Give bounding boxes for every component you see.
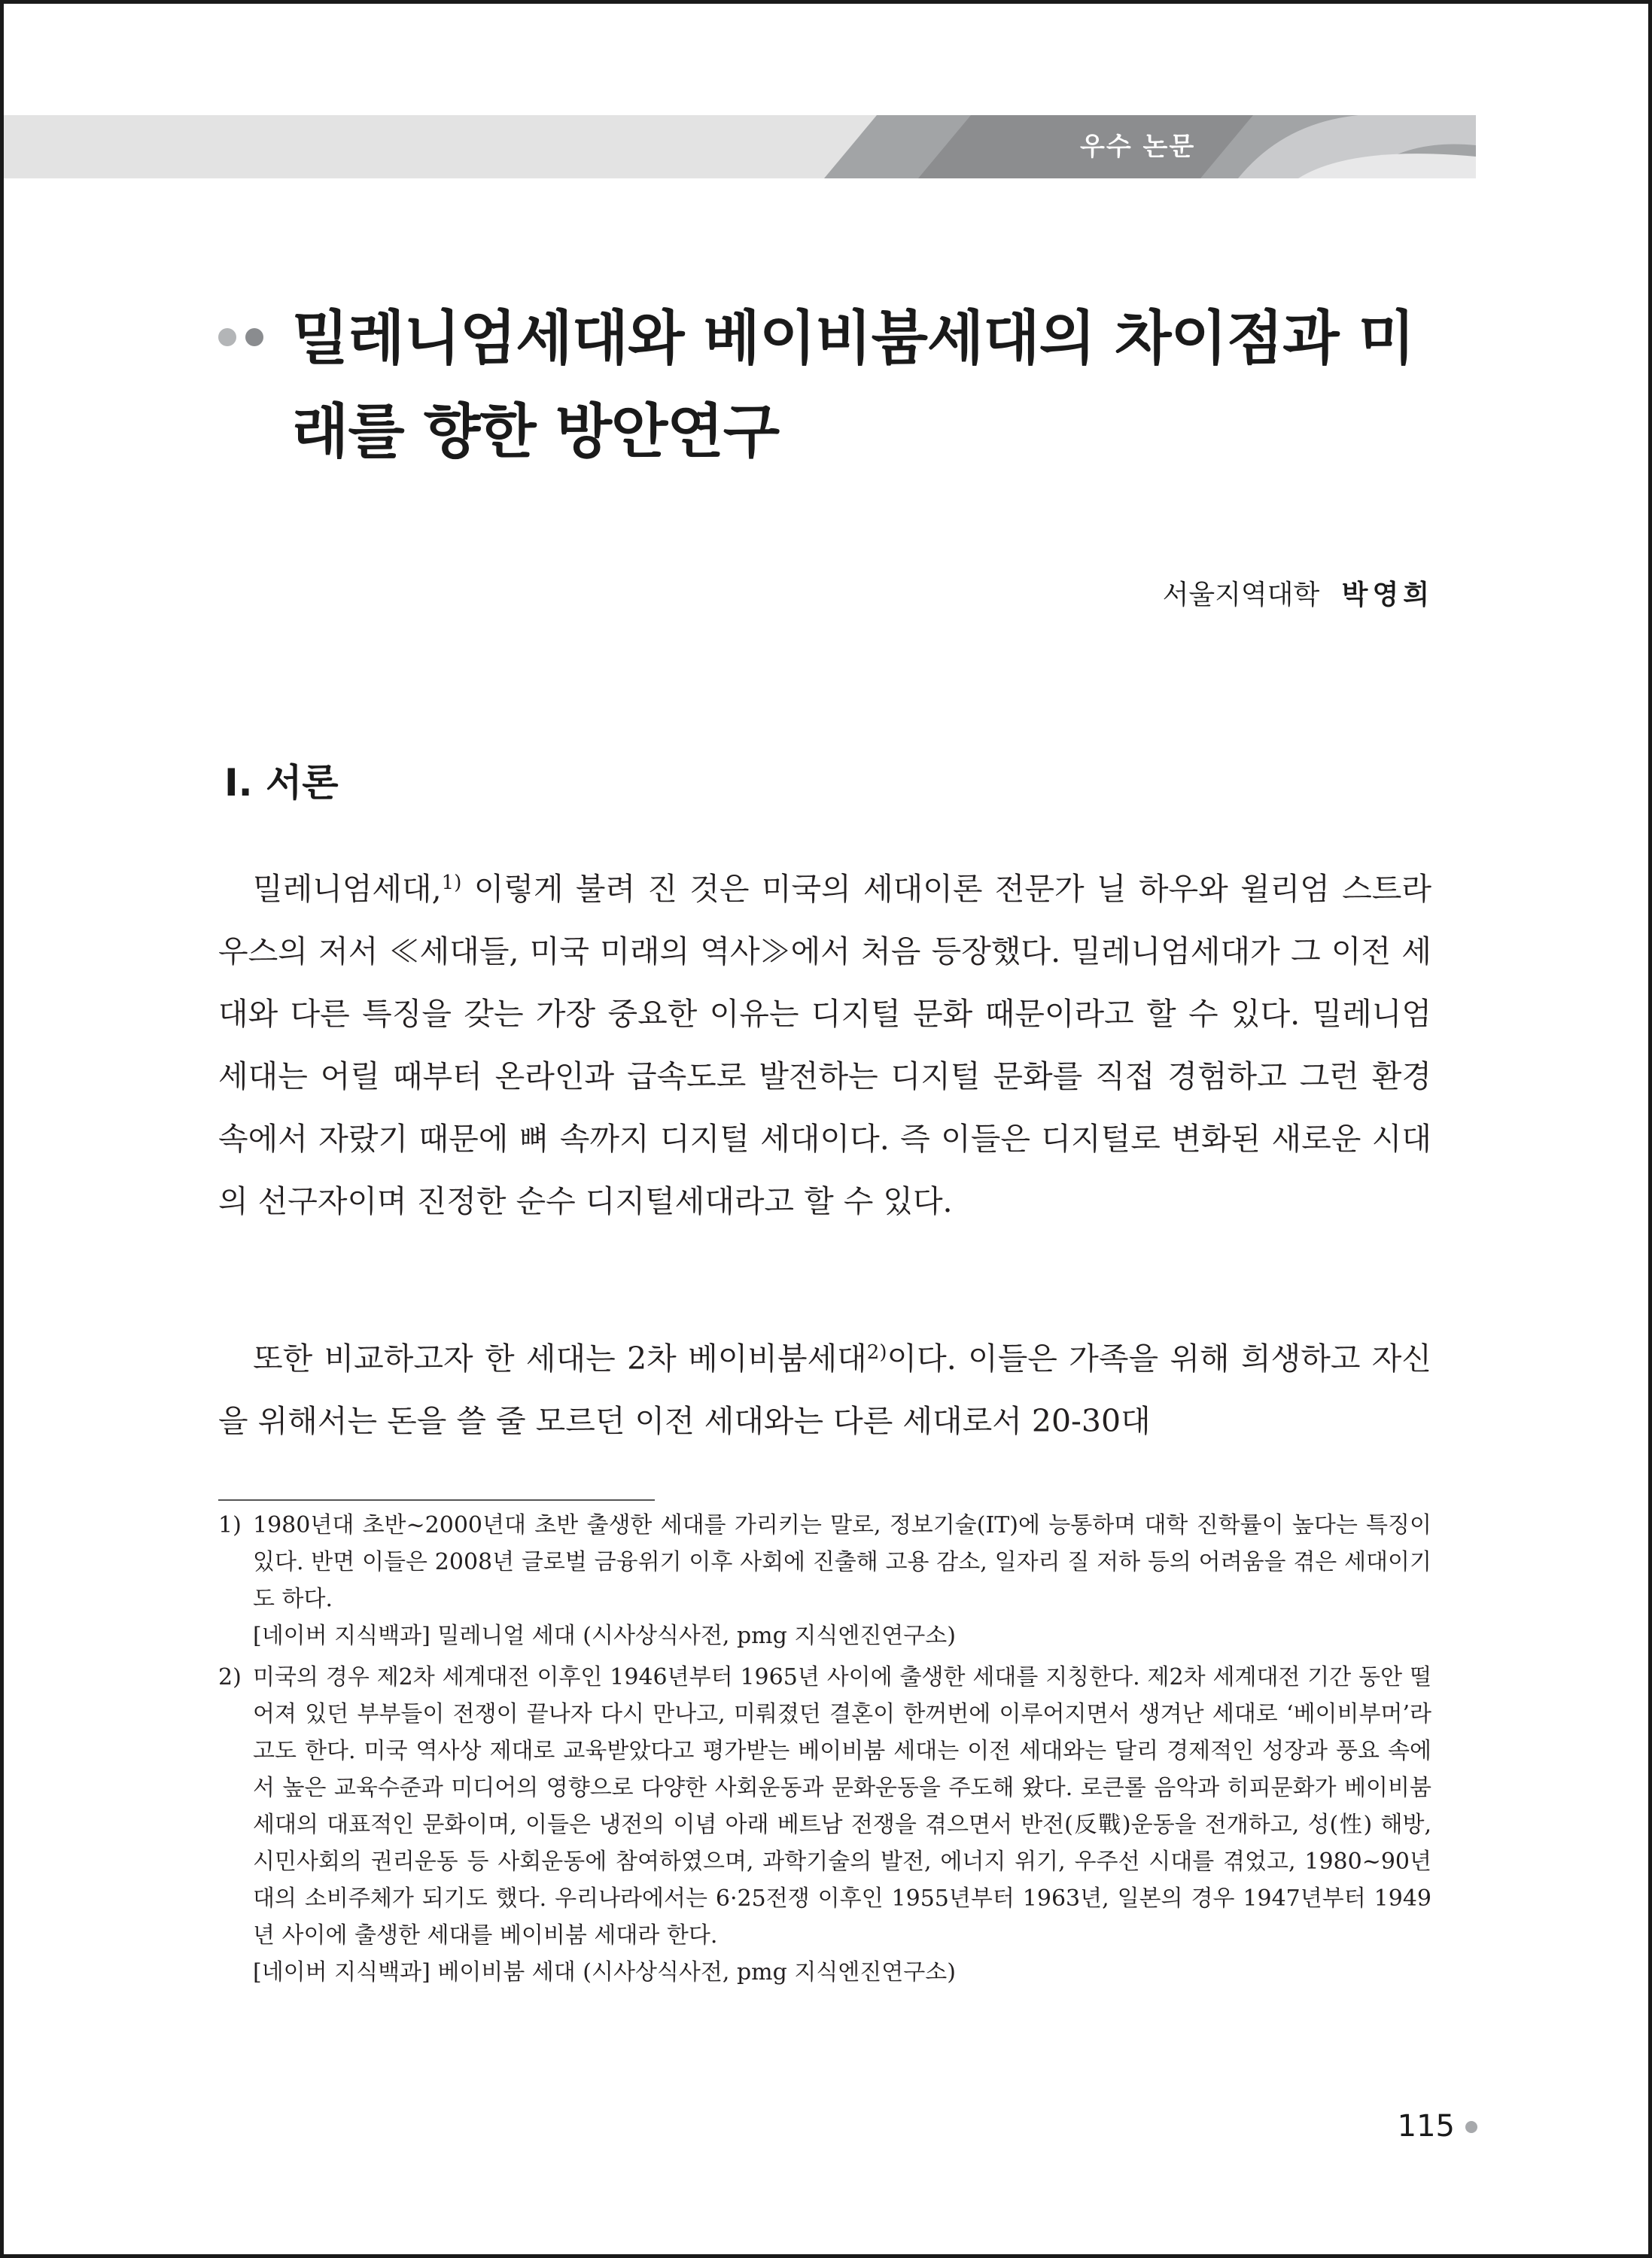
footnote-ref-2[interactable]: 2) — [866, 1341, 887, 1364]
section-heading: Ⅰ. 서론 — [224, 761, 339, 805]
footnote-1-text: 1980년대 초반~2000년대 초반 출생한 세대를 가리키는 말로, 정보기술(IT)에 능통하며 대학 진학률이 높다는 특징이 있다. 반면 이들은 2008년 글로벌 금융위기 이후 사회에 진출해 고용 감소, 일자리 질 저하 등의 어려움을 겪은 세대이기도 하다. — [253, 1512, 1431, 1612]
page-number-dot — [1465, 2121, 1477, 2133]
paragraph-1-rest: 이렇게 불려 진 것은 미국의 세대이론 전문가 닐 하우와 윌리엄 스트라우스의 저서 ≪세대들, 미국 미래의 역사≫에서 처음 등장했다. 밀레니엄세대가 그 이전 세대와 다른 특징을 갖는 가장 중요한 이유는 디지털 문화 때문이라고 할 수 있다. 밀레니엄 세대는 어릴 때부터 온라인과 급속도로 발전하는 디지털 문화를 직접 경험하고 그런 환경 속에서 자랐기 때문에 뼈 속까지 디지털 세대이다. 즉 이들은 디지털로 변화된 새로운 시대의 선구자이며 진정한 순수 디지털세대라고 할 수 있다. — [218, 871, 1431, 1219]
paragraph-2-rest: 이다. 이들은 가족을 위해 희생하고 자신을 위해서는 돈을 쓸 줄 모르던 이전 세대와는 다른 세대로서 20-30대 — [218, 1340, 1432, 1439]
paragraph-1-start: 밀레니엄세대, — [253, 871, 442, 907]
title-bullets — [218, 328, 272, 349]
author-affiliation: 서울지역대학 — [1162, 580, 1320, 610]
footnote-2 — [218, 1659, 1431, 1991]
author-line — [1163, 574, 1434, 612]
footnote-2-number: 2) — [218, 1664, 242, 1690]
paragraph-2-start: 또한 비교하고자 한 세대는 2차 베이비붐세대 — [253, 1340, 867, 1377]
page-number: 115 — [1397, 2109, 1455, 2144]
body-paragraph-2 — [218, 1328, 1431, 1453]
footnote-1-number: 1) — [218, 1512, 242, 1538]
header-label: 우수 논문 — [1080, 132, 1196, 162]
author-name: 박영희 — [1341, 580, 1434, 610]
footnote-divider — [218, 1499, 655, 1501]
title-bullet-dot-2 — [245, 328, 263, 346]
footnotes — [218, 1507, 1431, 1995]
body-paragraph-1 — [218, 858, 1431, 1233]
header-decoration — [4, 115, 1476, 178]
footnote-2-text: 미국의 경우 제2차 세계대전 이후인 1946년부터 1965년 사이에 출생한 세대를 지칭한다. 제2차 세계대전 기간 동안 떨어져 있던 부부들이 전쟁이 끝나자 다시 만나고, 미뤄졌던 결혼이 한꺼번에 이루어지면서 생겨난 세대로 ‘베이비부머’라고도 한다. 미국 역사상 제대로 교육받았다고 평가받는 베이비붐 세대는 이전 세대와는 달리 경제적인 성장과 풍요 속에서 높은 교육수준과 미디어의 영향으로 다양한 사회운동과 문화운동을 주도해 왔다. 로큰롤 음악과 히피문화가 베이비붐 세대의 대표적인 문화이며, 이들은 냉전의 이념 아래 베트남 전쟁을 겪으면서 반전(反戰)운동을 전개하고, 성(性) 해방, 시민사회의 권리운동 등 사회운동에 참여하였으며, 과학기술의 발전, 에너지 위기, 우주선 시대를 겪었고, 1980~90년대의 소비주체가 되기도 했다. 우리나라에서는 6·25전쟁 이후인 1955년부터 1963년, 일본의 경우 1947년부터 1949년 사이에 출생한 세대를 베이비붐 세대라 한다. — [253, 1664, 1431, 1949]
footnote-1-source: [네이버 지식백과] 밀레니얼 세대 (시사상식사전, pmg 지식엔진연구소) — [253, 1623, 956, 1649]
footnote-ref-1[interactable]: 1) — [441, 872, 462, 894]
title-bullet-dot-1 — [218, 328, 236, 346]
footnote-1 — [218, 1507, 1431, 1654]
footnote-2-source: [네이버 지식백과] 베이비붐 세대 (시사상식사전, pmg 지식엔진연구소) — [253, 1959, 956, 1986]
paper-title: 밀레니엄세대와 베이비붐세대의 차이점과 미래를 향한 방안연구 — [292, 305, 1415, 466]
header-band — [4, 115, 1476, 178]
